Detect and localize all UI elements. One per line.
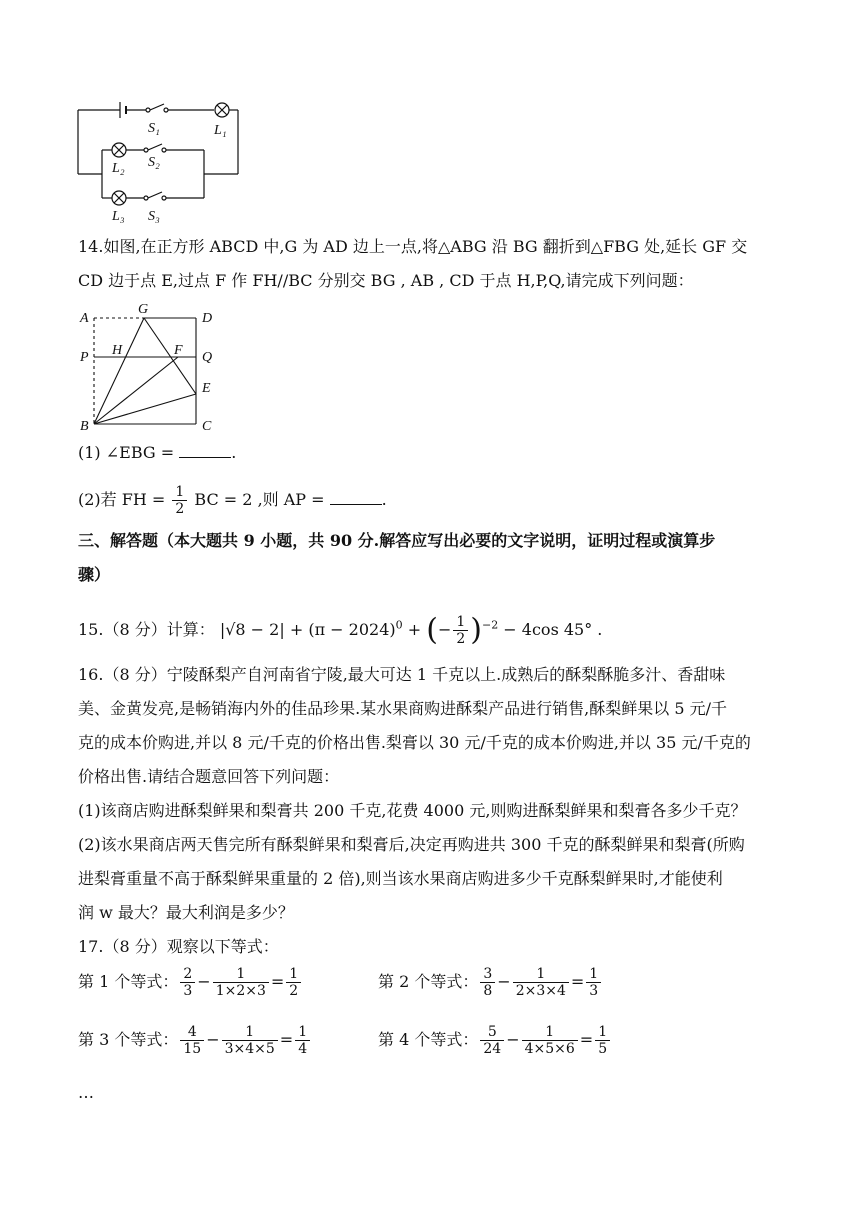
q17-intro: 17.（8 分）观察以下等式： (78, 937, 279, 956)
fig-label-e: E (202, 381, 211, 396)
frac-a (480, 966, 495, 999)
section-3-heading-1: 三、解答题（本大题共 9 小题，共 90 分.解答应写出必要的文字说明，证明过程或演算步 (78, 531, 716, 550)
paren-open: ( (426, 612, 438, 648)
circuit-diagram (70, 96, 250, 226)
q17-ellipsis: … (78, 1083, 94, 1102)
frac-b (522, 1024, 578, 1057)
q14-part2-suffix: . (381, 490, 387, 509)
q15-abs-term: |√8 − 2| (219, 620, 285, 639)
frac-c-den: 4 (298, 1041, 308, 1057)
fig-label-c: C (202, 419, 212, 434)
paren-close: ) (470, 612, 482, 648)
frac-a-den: 3 (183, 983, 193, 999)
frac-b-num: 1 (213, 966, 269, 983)
frac-a-num: 4 (180, 1024, 204, 1041)
q16-line-6: (2)该水果商店两天售完所有酥梨鲜果和梨膏后,决定再购进共 300 千克的酥梨鲜果和梨膏(所购 (78, 835, 745, 854)
fig-label-f: F (174, 343, 183, 358)
frac-a-num: 5 (480, 1024, 504, 1041)
equals-sign: = (279, 1030, 294, 1049)
q15-prefix: 15.（8 分）计算： (78, 620, 215, 639)
q16-line-4: 价格出售.请结合题意回答下列问题： (78, 767, 340, 786)
frac-a-num: 2 (180, 966, 195, 983)
fig-label-g: G (138, 302, 149, 317)
frac-c-num: 1 (595, 1024, 610, 1041)
frac-b-den: 3×4×5 (224, 1041, 275, 1057)
frac-a-den: 15 (183, 1041, 202, 1057)
section-3-heading-2: 骤） (78, 565, 111, 584)
frac-b-num: 1 (522, 1024, 578, 1041)
fig-label-q: Q (202, 350, 213, 365)
fig-label-d: D (202, 311, 213, 326)
q15-plus: + (407, 620, 422, 639)
q15-exp-0: 0 (395, 618, 403, 632)
q14-line-1: 14.如图,在正方形 ABCD 中,G 为 AD 边上一点,将△ABG 沿 BG 翻折到△FBG 处,延长 GF 交 (78, 237, 748, 256)
circuit-label-l3: L₃ (112, 209, 125, 224)
circuit-label-l1: L₁ (214, 123, 227, 138)
q14-part1-prefix: (1) ∠EBG = (78, 443, 175, 462)
equals-sign: = (570, 972, 585, 991)
frac-a-num: 3 (480, 966, 495, 983)
frac-a (180, 1024, 204, 1057)
q15-fraction (453, 614, 468, 647)
q15-cos-term: − 4cos 45° . (503, 620, 603, 639)
equation-4 (378, 1024, 612, 1057)
frac-c-den: 3 (589, 983, 599, 999)
equation-label: 第 4 个等式： (378, 1030, 479, 1049)
frac-b-num: 1 (513, 966, 569, 983)
frac-a (480, 1024, 504, 1057)
q14-part2-mid: BC = 2 ,则 AP = (194, 490, 325, 509)
frac-c-den: 5 (598, 1041, 608, 1057)
frac-a (180, 966, 195, 999)
q16-line-8: 润 w 最大？最大利润是多少？ (78, 903, 294, 922)
frac-b-den: 2×3×4 (515, 983, 566, 999)
frac-c-num: 1 (586, 966, 601, 983)
minus-sign: − (506, 1030, 520, 1049)
q16-line-7: 进梨膏重量不高于酥梨鲜果重量的 2 倍),则当该水果商店购进多少千克酥梨鲜果时,才能使利 (78, 869, 723, 888)
frac-c-num: 1 (295, 1024, 310, 1041)
frac-b (513, 966, 569, 999)
fig-label-h: H (112, 343, 123, 358)
frac-b (222, 1024, 278, 1057)
fig-label-b: B (80, 419, 89, 434)
frac-den: 2 (175, 501, 185, 517)
equation-label: 第 1 个等式： (78, 972, 179, 991)
minus-sign: − (497, 972, 511, 991)
frac-c (295, 1024, 310, 1057)
q16-line-1: 16.（8 分）宁陵酥梨产自河南省宁陵,最大可达 1 千克以上.成熟后的酥梨酥脆多汁、香甜味 (78, 665, 726, 684)
minus-sign: − (197, 972, 211, 991)
circuit-label-s1: S₁ (148, 121, 160, 136)
frac-c (595, 1024, 610, 1057)
frac-a-den: 24 (483, 1041, 502, 1057)
frac-b (213, 966, 269, 999)
frac-c (586, 966, 601, 999)
frac-num: 1 (172, 484, 187, 501)
q14-part-2 (78, 484, 387, 517)
q16-line-2: 美、金黄发亮,是畅销海内外的佳品珍果.某水果商购进酥梨产品进行销售,酥梨鲜果以 5 元/千 (78, 699, 728, 718)
q14-part2-prefix: (2)若 FH = (78, 490, 166, 509)
answer-blank-1[interactable] (179, 443, 231, 458)
equation-2 (378, 966, 603, 999)
frac-b-den: 1×2×3 (215, 983, 266, 999)
minus-sign: − (206, 1030, 220, 1049)
circuit-label-s3: S₃ (148, 209, 160, 224)
frac-c-den: 2 (289, 983, 299, 999)
equals-sign: = (579, 1030, 594, 1049)
q14-part-1 (78, 442, 236, 464)
equation-label: 第 2 个等式： (378, 972, 479, 991)
fig-label-a: A (80, 311, 89, 326)
q14-line-2: CD 边于点 E,过点 F 作 FH//BC 分别交 BG , AB , CD 于点 H,P,Q,请完成下列问题： (78, 271, 694, 290)
q15-pi-term: + (π − 2024) (289, 620, 396, 639)
q15-line: 15.（8 分）计算： $|√8 - 2| + (\pi - 2024)^0$ + (− $\frac{1}{2}$ )$^{-2}$ − 4cos 45° . (78, 612, 603, 648)
equation-1 (78, 966, 303, 999)
frac-b-num: 1 (222, 1024, 278, 1041)
q16-line-3: 克的成本价购进,并以 8 元/千克的价格出售.梨膏以 30 元/千克的成本价购进,并以 35 元/千克的 (78, 733, 751, 752)
frac-c (286, 966, 301, 999)
circuit-label-s2: S₂ (148, 155, 160, 170)
square-figure (70, 300, 230, 436)
answer-blank-2[interactable] (330, 490, 382, 505)
equation-3 (78, 1024, 312, 1057)
equation-label: 第 3 个等式： (78, 1030, 179, 1049)
q16-line-5: (1)该商店购进酥梨鲜果和梨膏共 200 千克,花费 4000 元,则购进酥梨鲜果和梨膏各多少千克？ (78, 801, 747, 820)
equals-sign: = (270, 972, 285, 991)
frac-a-den: 8 (483, 983, 493, 999)
fig-label-p: P (80, 350, 89, 365)
q15-frac-num: 1 (453, 614, 468, 631)
fraction-half (172, 484, 187, 517)
q15-exp-neg2: −2 (481, 618, 499, 632)
frac-b-den: 4×5×6 (524, 1041, 575, 1057)
q15-frac-den: 2 (456, 631, 466, 647)
circuit-label-l2: L₂ (112, 161, 125, 176)
q14-part1-suffix: . (231, 443, 237, 462)
frac-c-num: 1 (286, 966, 301, 983)
